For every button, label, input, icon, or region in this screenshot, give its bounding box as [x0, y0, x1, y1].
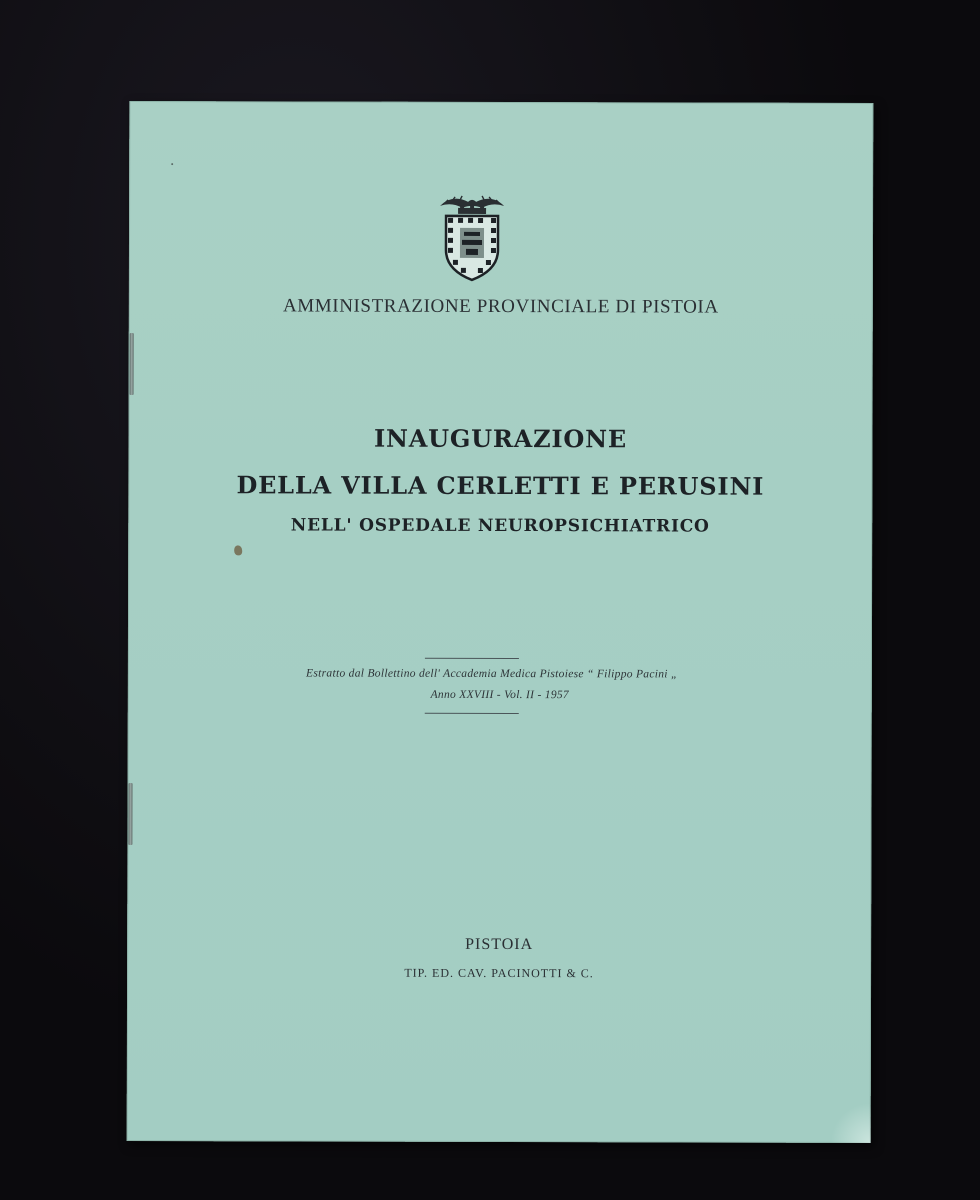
- divider-bottom: [425, 713, 519, 714]
- title-line-2: DELLA VILLA CERLETTI E PERUSINI: [236, 470, 765, 501]
- title-line-1: INAUGURAZIONE: [373, 423, 628, 454]
- extract-source: Estratto dal Bollettino dell' Accademia Medica Pistoiese “ Filippo Pacini „: [306, 667, 678, 681]
- divider-top: [425, 658, 519, 659]
- booklet-cover: [127, 101, 874, 1143]
- extract-volume: Anno XXVIII - Vol. II - 1957: [430, 688, 570, 702]
- publisher-header: AMMINISTRAZIONE PROVINCIALE DI PISTOIA: [282, 295, 719, 318]
- imprint-city: PISTOIA: [465, 935, 534, 954]
- paper-speck: [171, 163, 173, 165]
- staple-bottom: [128, 783, 132, 845]
- staple-top: [130, 333, 134, 395]
- corner-wear: [831, 1103, 871, 1143]
- imprint-printer: TIP. ED. CAV. PACINOTTI & C.: [404, 965, 594, 981]
- paper-stain: [234, 545, 242, 555]
- title-line-3: NELL' OSPEDALE NEUROPSICHIATRICO: [290, 515, 710, 537]
- coat-of-arms-icon: [432, 192, 512, 284]
